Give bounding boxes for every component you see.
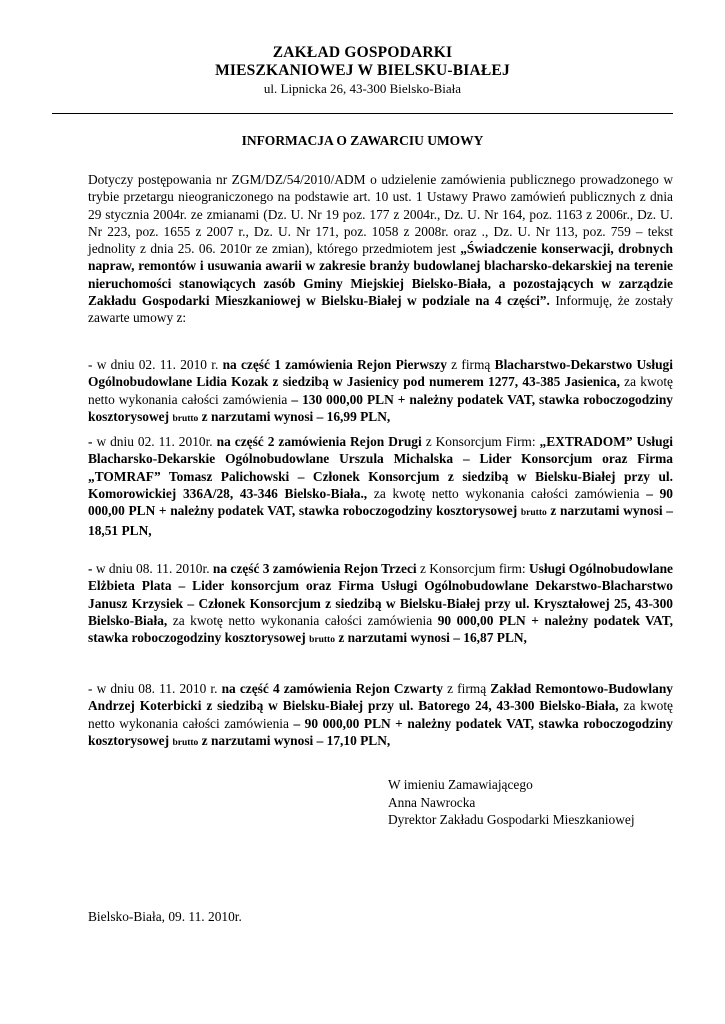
place-and-date: Bielsko-Biała, 09. 11. 2010r.: [88, 909, 242, 924]
brutto-note: brutto: [520, 508, 547, 519]
contract-part: na część 4 zamówienia Rejon Czwarty: [221, 681, 443, 696]
brutto-note: brutto: [309, 635, 335, 646]
brutto-note: brutto: [172, 413, 199, 424]
org-address: ul. Lipnicka 26, 43-300 Bielsko-Biała: [263, 81, 462, 96]
hourly-rate: z narzutami wynosi – 16,87 PLN,: [338, 630, 527, 646]
document-title: INFORMACJA O ZAWARCIU UMOWY: [241, 133, 484, 148]
contract-amount: 90 000,00 PLN + należny podatek VAT, stawka roboczogodziny kosztorysowej: [88, 612, 673, 646]
org-name-line-1: ZAKŁAD GOSPODARKI: [272, 44, 453, 61]
contract-date-prefix: -: [88, 561, 93, 576]
contractor-name: Zakład Remontowo-Budowlany Andrzej Koterbicki z siedzibą w Bielsku-Białej przy ul. Batorego 24, 43-300 Bielsko-Biała,: [88, 681, 673, 714]
hourly-rate: z narzutami wynosi – 18,51 PLN,: [88, 503, 673, 539]
contract-part-2: [88, 433, 673, 540]
hourly-rate: z narzutami wynosi – 17,10 PLN,: [201, 732, 391, 748]
contract-date-prefix: -: [88, 434, 93, 449]
contract-part: na część 1 zamówienia Rejon Pierwszy: [222, 357, 447, 372]
intro-paragraph: [88, 171, 673, 327]
letterhead: [0, 44, 725, 96]
contract-with: z Konsorcjum Firm:: [425, 434, 536, 449]
contract-amount: – 130 000,00 PLN + należny podatek VAT, stawka roboczogodziny kosztorysowej: [88, 391, 673, 424]
amount-label: za kwotę netto wykonania całości zamówienia: [88, 698, 674, 731]
contract-date: - w dniu 02. 11. 2010 r.: [88, 357, 219, 372]
intro-text: Dotyczy postępowania nr ZGM/DZ/54/2010/ADM o udzielenie zamówienia publicznego prowadzonego w trybie przetargu nieograniczonego na podstawie art. 10 ust. 1 Ustawy Prawo zamówień publicznych z dnia 29 stycznia 2004r. ze zmianami (Dz. U. Nr 19 poz. 177 z 2004r., Dz. U. Nr 164, poz. 1163 z 2006r., Dz. U. Nr 223, poz. 1655 z 2007 r., Dz. U. Nr 171, poz. 1058 z 2008r. oraz ., Dz. U. Nr 113, poz. 759 – tekst jednolity z dnia 25. 06. 2010r ze zmian), którego przedmiotem jest: [88, 172, 673, 257]
signature-block: [388, 776, 635, 829]
contract-with: z Konsorcjum firm:: [419, 561, 526, 576]
intro-closing: Informuję, że zostały zawarte umowy z:: [88, 293, 674, 326]
amount-label: za kwotę netto wykonania całości zamówienia: [373, 485, 640, 501]
contractor-name: „EXTRADOM” Usługi Blacharsko-Dekarskie Ogólnobudowlane Urszula Michalska – Lider Konsorcjum oraz Firma „TOMRAF” Tomasz Palichowski – Członek Konsorcjum z siedzibą w Bielsku-Białej przy ul. Komorowickiej 336A/28, 43-346 Bielsko-Biała.,: [88, 434, 673, 501]
contract-with: z firmą: [451, 357, 491, 372]
contract-subject: „Świadczenie konserwacji, drobnych napraw, remontów i usuwania awarii w zakresie branży budowlanej blacharsko-dekarskiej na terenie nieruchomości stanowiących zasób Gminy Miejskiej Bielsko-Biała, a pozostających w zarządzie Zakładu Gospodarki Mieszkaniowej w Bielsku-Białej w podziale na 4 części”.: [88, 241, 673, 309]
contract-part: na część 3 zamówienia Rejon Trzeci: [212, 561, 417, 576]
signature-on-behalf: W imieniu Zamawiającego: [388, 777, 533, 792]
contractor-name: Blacharstwo-Dekarstwo Usługi Ogólnobudowlane Lidia Kozak z siedzibą w Jasienicy pod numerem 1277, 43-385 Jasienica,: [88, 357, 673, 390]
contract-date: w dniu 08. 11. 2010r.: [95, 561, 210, 576]
hourly-rate: z narzutami wynosi – 16,99 PLN,: [201, 408, 391, 424]
contract-with: z firmą: [447, 681, 487, 696]
contract-part-3: [88, 560, 673, 649]
contract-amount: – 90 000,00 PLN + należny podatek VAT, stawka roboczogodziny kosztorysowej: [88, 485, 673, 519]
contract-amount: – 90 000,00 PLN + należny podatek VAT, stawka roboczogodziny kosztorysowej: [88, 715, 673, 748]
contractor-name: Usługi Ogólnobudowlane Elżbieta Plata – Lider konsorcjum oraz Firma Usługi Ogólnobudowlane Dekarstwo-Blacharstwo Janusz Krzysiek – Członek Konsorcjum z siedzibą w Bielsku-Białej przy ul. Kryształowej 25, 43-300 Bielsko-Biała,: [88, 561, 673, 628]
signatory-title: Dyrektor Zakładu Gospodarki Mieszkaniowej: [388, 812, 635, 827]
org-name-line-2: MIESZKANIOWEJ W BIELSKU-BIAŁEJ: [215, 62, 510, 79]
contract-part-1: [88, 356, 673, 428]
header-divider: [52, 113, 673, 114]
amount-label: za kwotę netto wykonania całości zamówienia: [172, 612, 433, 628]
contract-date: - w dniu 08. 11. 2010 r.: [88, 681, 218, 696]
brutto-note: brutto: [172, 737, 199, 748]
amount-label: za kwotę netto wykonania całości zamówienia: [88, 374, 673, 407]
contract-date: w dniu 02. 11. 2010r.: [96, 434, 213, 449]
signatory-name: Anna Nawrocka: [388, 794, 476, 810]
contract-part: na część 2 zamówienia Rejon Drugi: [216, 434, 422, 449]
contract-part-4: [88, 680, 673, 752]
